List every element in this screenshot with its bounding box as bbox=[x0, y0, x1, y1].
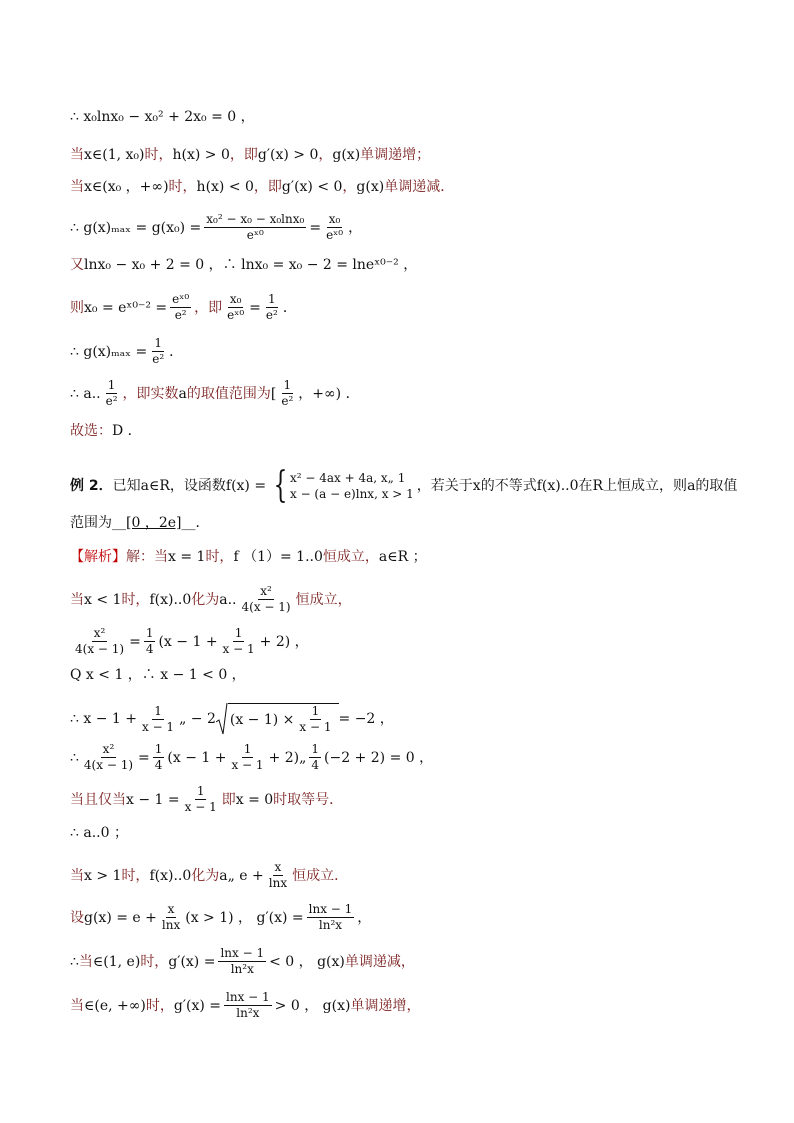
math: ． bbox=[282, 299, 297, 316]
solution-line-4 bbox=[70, 666, 246, 684]
denominator: e² bbox=[265, 308, 278, 322]
math: a∈R bbox=[140, 478, 170, 494]
text: 时， bbox=[144, 147, 173, 163]
math: (x − 1 + bbox=[158, 633, 218, 650]
text: ， bbox=[318, 147, 333, 163]
monotonic-decrease-line bbox=[70, 178, 454, 196]
equation-line-1 bbox=[70, 108, 255, 126]
fraction bbox=[229, 742, 265, 773]
fraction bbox=[183, 784, 219, 815]
fraction bbox=[225, 292, 246, 323]
math: x bbox=[472, 478, 481, 494]
numerator: lnx − 1 bbox=[308, 902, 353, 916]
denominator: lnx bbox=[268, 876, 288, 890]
text: 设 bbox=[70, 909, 84, 926]
fraction bbox=[73, 626, 126, 657]
gmax-line bbox=[70, 212, 362, 243]
math: f(x)..0 bbox=[149, 591, 192, 608]
numerator: x₀² − x₀ − x₀lnx₀ bbox=[206, 212, 305, 226]
text: 时， bbox=[121, 867, 150, 884]
numerator: 1 bbox=[311, 742, 320, 756]
analysis-tag: 【解析】 bbox=[70, 549, 126, 565]
denominator: x − 1 bbox=[184, 800, 217, 814]
math: ∴ bbox=[70, 953, 79, 970]
solution-line-8 bbox=[70, 824, 128, 842]
math: ， bbox=[357, 909, 372, 926]
math: ∈(e, +∞) bbox=[84, 997, 146, 1014]
fraction bbox=[218, 946, 266, 977]
cases bbox=[290, 470, 414, 502]
numerator: x bbox=[274, 860, 282, 874]
solution-line-5 bbox=[70, 702, 394, 736]
case-2: x − (a − e)lnx, x > 1 bbox=[289, 487, 414, 501]
text: 恒成立， bbox=[295, 591, 352, 608]
blank: __ bbox=[112, 515, 126, 531]
solution-line-2 bbox=[70, 584, 352, 615]
text: 已知 bbox=[112, 478, 141, 494]
math: ∴ a.. bbox=[70, 385, 101, 402]
denominator: 4(x − 1) bbox=[241, 600, 291, 614]
math: a.. bbox=[219, 591, 237, 608]
math: ，+∞) ． bbox=[298, 385, 360, 402]
numerator: lnx − 1 bbox=[226, 990, 270, 1004]
math: (x > 1) ， g′(x) = bbox=[185, 909, 304, 926]
text: 恒成立． bbox=[292, 867, 349, 884]
math: x < 1 bbox=[84, 591, 122, 608]
denominator: 4(x − 1) bbox=[75, 642, 125, 656]
math: a bbox=[687, 478, 696, 494]
math: a∈R ； bbox=[378, 549, 427, 565]
math: f(x) = bbox=[225, 478, 267, 494]
text: 时， bbox=[145, 997, 174, 1014]
fraction bbox=[144, 626, 156, 657]
piecewise-function bbox=[269, 465, 414, 506]
math: x∈(1, x₀) bbox=[84, 147, 145, 163]
math: ． bbox=[169, 343, 184, 360]
text: 当且仅当 bbox=[70, 791, 126, 808]
denominator: x − 1 bbox=[141, 719, 175, 734]
math: = bbox=[249, 299, 261, 316]
text: 当 bbox=[70, 147, 84, 163]
denominator: eˣ⁰ bbox=[326, 228, 344, 242]
text: 时， bbox=[168, 179, 197, 195]
math: g(x) bbox=[332, 147, 361, 163]
text: ， bbox=[342, 179, 357, 195]
text: 化为 bbox=[191, 591, 220, 608]
answer-value: [0 ，2e] bbox=[126, 515, 182, 531]
numerator: x₀ bbox=[328, 212, 341, 226]
solution-line-12 bbox=[70, 990, 420, 1021]
math: x = 1 bbox=[168, 549, 206, 565]
numerator: 1 bbox=[196, 784, 205, 798]
numerator: lnx − 1 bbox=[220, 946, 265, 960]
monotonic-increase-line bbox=[70, 146, 430, 164]
text: 当 bbox=[70, 997, 84, 1014]
text: 时， bbox=[121, 591, 150, 608]
text: 故选： bbox=[70, 423, 112, 439]
fraction bbox=[324, 212, 345, 243]
text: 时取等号． bbox=[273, 791, 344, 808]
math: h(x) > 0 bbox=[172, 147, 230, 163]
fraction bbox=[240, 584, 293, 615]
math: (x − 1) × bbox=[229, 711, 295, 728]
text: 单调递减， bbox=[344, 953, 415, 970]
denominator: ln²x bbox=[236, 1006, 260, 1020]
fraction bbox=[309, 742, 321, 773]
text: 当 bbox=[70, 867, 84, 884]
text: ，即 bbox=[253, 179, 282, 195]
x0-relation-line bbox=[70, 292, 297, 323]
text: 单调递增， bbox=[350, 997, 421, 1014]
numerator: 1 bbox=[145, 626, 154, 640]
math: ∴ a..0 ； bbox=[70, 825, 128, 841]
math: + 2) ， bbox=[259, 633, 309, 650]
text: 的取值范围为 bbox=[186, 385, 271, 402]
math: ． bbox=[195, 515, 210, 531]
numerator: 1 bbox=[234, 626, 243, 640]
fraction bbox=[264, 292, 280, 323]
numerator: 1 bbox=[283, 378, 292, 392]
numerator: x bbox=[167, 902, 175, 916]
text: ，即 bbox=[229, 147, 258, 163]
numerator: x₀ bbox=[229, 292, 242, 306]
math: = −2 ， bbox=[338, 711, 394, 727]
math: a„ e + bbox=[219, 867, 264, 884]
math: ∴ g(x)ₘₐₓ = g(x₀) = bbox=[70, 219, 202, 236]
math: g(x) bbox=[356, 179, 385, 195]
text: ，即 bbox=[194, 299, 223, 316]
math: g′(x) = bbox=[173, 997, 222, 1014]
math: x₀ = eˣ⁰⁻² = bbox=[84, 299, 168, 316]
denominator: lnx bbox=[161, 918, 181, 932]
math: D ． bbox=[112, 423, 142, 439]
text: 当 bbox=[78, 953, 93, 970]
denominator: 4 bbox=[311, 758, 320, 772]
text: 单调递减． bbox=[384, 179, 455, 195]
solution-line-10 bbox=[70, 902, 371, 933]
denominator: ln²x bbox=[318, 918, 343, 932]
math: f （1）= 1..0 bbox=[233, 549, 323, 565]
math: f(x)..0 bbox=[536, 478, 579, 494]
ln-relation-line bbox=[70, 256, 417, 274]
text: 当 bbox=[70, 179, 84, 195]
math: f(x)..0 bbox=[149, 867, 192, 884]
solution-line-7 bbox=[70, 784, 343, 815]
math: x > 1 bbox=[84, 867, 122, 884]
text: 在 bbox=[578, 478, 593, 494]
denominator: x − 1 bbox=[231, 758, 264, 772]
math: ∈(1, e) bbox=[92, 953, 141, 970]
text: 的不等式 bbox=[480, 478, 537, 494]
numerator: eˣ⁰ bbox=[172, 292, 190, 306]
math: = bbox=[129, 633, 141, 650]
denominator: e² bbox=[152, 352, 165, 366]
numerator: 1 bbox=[154, 703, 162, 718]
example-2-answer-line bbox=[70, 514, 209, 532]
fraction bbox=[82, 742, 135, 773]
denominator: 4(x − 1) bbox=[83, 758, 134, 772]
math: < 0 ， g(x) bbox=[269, 953, 345, 970]
text: 单调递增； bbox=[360, 147, 431, 163]
text: 的取值 bbox=[695, 478, 738, 494]
denominator: e² bbox=[281, 394, 294, 408]
math: [ bbox=[270, 385, 277, 402]
numerator: 1 bbox=[154, 336, 163, 350]
solution-line-6 bbox=[70, 742, 433, 773]
answer-line bbox=[70, 422, 142, 440]
denominator: e² bbox=[174, 308, 187, 322]
math: ∴ x − 1 + bbox=[70, 711, 137, 727]
numerator: x² bbox=[93, 626, 106, 640]
denominator: eˣ⁰ bbox=[227, 308, 245, 322]
math: = bbox=[309, 219, 322, 236]
math: lnx₀ − x₀ + 2 = 0 ，∴ lnx₀ = x₀ − 2 = lneˣ⁰⁻² ， bbox=[84, 257, 418, 273]
denominator: eˣ⁰ bbox=[246, 228, 264, 242]
text: 当 bbox=[70, 591, 84, 608]
text: 化为 bbox=[191, 867, 220, 884]
text: 上恒成立，则 bbox=[603, 478, 688, 494]
gmax-value-line bbox=[70, 336, 183, 367]
math: g′(x) < 0 bbox=[281, 179, 343, 195]
numerator: x² bbox=[260, 584, 272, 598]
denominator: x − 1 bbox=[222, 642, 255, 656]
solution-line-11 bbox=[70, 946, 415, 977]
radicand bbox=[228, 703, 339, 735]
text: ，若关于 bbox=[416, 478, 473, 494]
fraction bbox=[170, 292, 191, 323]
range-conclusion-line bbox=[70, 378, 360, 409]
math: R bbox=[592, 478, 604, 494]
denominator: e² bbox=[105, 394, 118, 408]
fraction bbox=[204, 212, 306, 243]
fraction bbox=[150, 336, 166, 367]
math: g(x) = e + bbox=[84, 909, 157, 926]
math: (x − 1 + bbox=[167, 749, 227, 766]
math: > 0 ， g(x) bbox=[274, 997, 351, 1014]
fraction bbox=[224, 990, 272, 1021]
numerator: 1 bbox=[154, 742, 163, 756]
fraction bbox=[221, 626, 257, 657]
math: + 2)„ bbox=[268, 749, 307, 766]
solution-line-3 bbox=[70, 626, 309, 657]
math: a bbox=[178, 385, 187, 402]
example-label: 例 2． bbox=[70, 478, 113, 494]
math: g′(x) > 0 bbox=[257, 147, 319, 163]
numerator: 1 bbox=[107, 378, 116, 392]
fraction bbox=[104, 378, 120, 409]
math: x∈(x₀ ，+∞) bbox=[84, 179, 169, 195]
text: 则 bbox=[70, 299, 84, 316]
fraction bbox=[307, 902, 355, 933]
denominator: x − 1 bbox=[299, 720, 332, 734]
text: 恒成立， bbox=[322, 549, 379, 565]
fraction bbox=[140, 704, 176, 735]
denominator: 4 bbox=[145, 642, 154, 656]
numerator: x² bbox=[102, 742, 115, 756]
numerator: 1 bbox=[243, 742, 252, 756]
example-2-question bbox=[70, 465, 738, 506]
math: h(x) < 0 bbox=[196, 179, 254, 195]
case-1: x² − 4ax + 4a, x„ 1 bbox=[289, 471, 406, 485]
text: ，即实数 bbox=[122, 385, 179, 402]
denominator: 4 bbox=[154, 758, 163, 772]
text: 解：当 bbox=[126, 549, 168, 565]
numerator: 1 bbox=[268, 292, 276, 306]
math: (−2 + 2) = 0 ， bbox=[324, 749, 434, 766]
left-brace-icon: { bbox=[273, 465, 288, 506]
fraction bbox=[267, 860, 289, 891]
fraction bbox=[153, 742, 165, 773]
solution-line-9 bbox=[70, 860, 348, 891]
math: g′(x) = bbox=[168, 953, 216, 970]
math: „ − 2 bbox=[179, 711, 216, 727]
math: ∴ g(x)ₘₐₓ = bbox=[70, 343, 148, 360]
text: ，设函数 bbox=[169, 478, 226, 494]
numerator: 1 bbox=[311, 704, 320, 718]
equation-text: ∴ x₀lnx₀ − x₀² + 2x₀ = 0 ， bbox=[70, 109, 255, 125]
text: 时， bbox=[140, 953, 169, 970]
math: ∴ bbox=[70, 749, 79, 766]
solution-line-1 bbox=[70, 548, 427, 566]
fraction bbox=[297, 704, 333, 735]
math: x − 1 = bbox=[126, 791, 180, 808]
text: 即 bbox=[221, 791, 236, 808]
fraction bbox=[279, 378, 295, 409]
math: ， bbox=[348, 219, 363, 236]
text: 范围为 bbox=[70, 515, 112, 531]
text: 又 bbox=[70, 257, 84, 273]
fraction bbox=[160, 902, 182, 933]
denominator: ln²x bbox=[230, 962, 254, 976]
math: = bbox=[138, 749, 150, 766]
text: 时， bbox=[205, 549, 234, 565]
math: Q x < 1 ，∴ x − 1 < 0 ， bbox=[70, 667, 246, 683]
math: x = 0 bbox=[235, 791, 274, 808]
blank: __ bbox=[181, 515, 196, 531]
square-root bbox=[216, 702, 339, 736]
radical-sign-icon bbox=[216, 702, 228, 736]
